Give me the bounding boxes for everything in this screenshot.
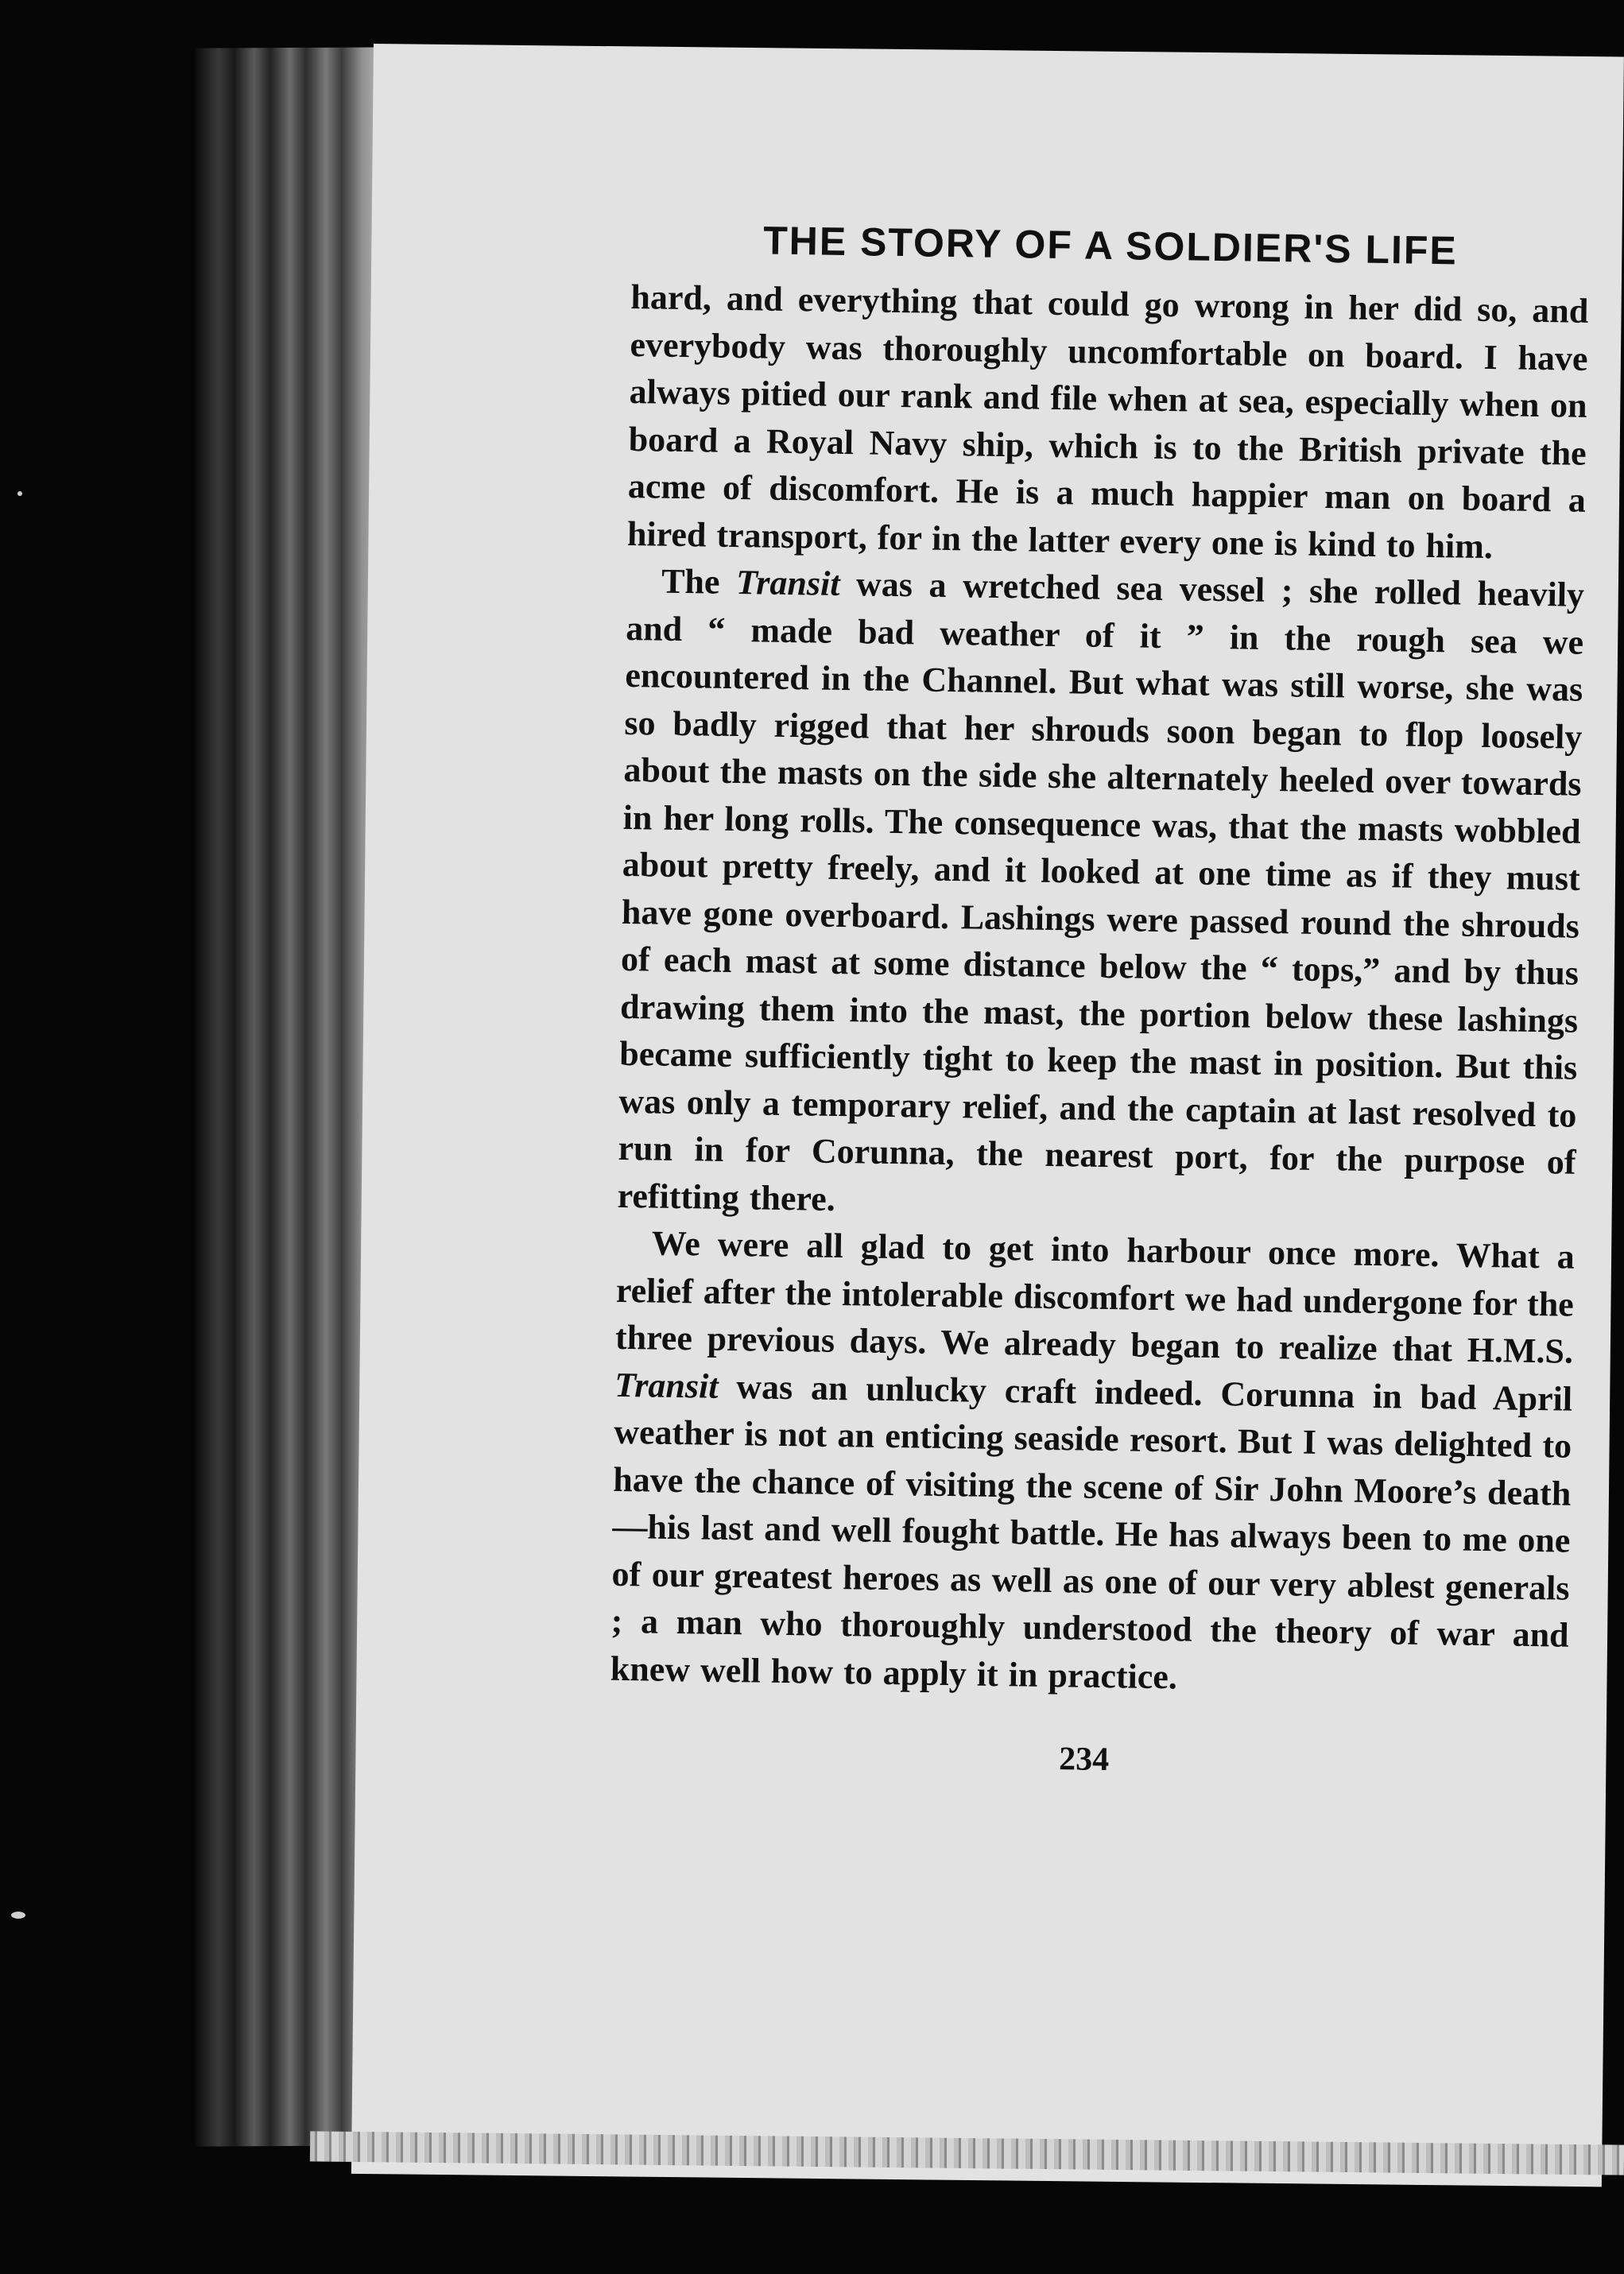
running-head: THE STORY OF A SOLDIER'S LIFE	[762, 218, 1459, 273]
paragraph-corunna: We were all glad to get into harbour once more. What a relief after the intolerable discomfort we had undergone for the three previous days. We already began to realize that H.M.S. Transit was an unlucky craft indeed. Corunna in bad April weather is not an enticing seaside resort. But I was delighted to have the chance of visiting the scene of Sir John Moore’s death—his last and well fought battle. He has always been to me one of our greatest heroes as well as one of our very ablest generals ; a man who thoroughly understood the theory of war and knew well how to apply it in practice.	[610, 1223, 1576, 1696]
page-number: 234	[1058, 1741, 1110, 1779]
paragraph-transit: The Transit was a wretched sea vessel ; she rolled heavily and “ made bad weather of it ” in the rough sea we encountered in the Channel. But what was still worse, she was so badly rigged that her shrouds soon began to flop loosely about the masts on the side she alternately heeled over towards in her long rolls. The consequence was, that the masts wobbled about pretty freely, and it looked at one time as if they must have gone overboard. Lashings were passed round the shrouds of each mast at some distance below the “ tops,” and by thus drawing them into the mast, the portion below these lashings became sufficiently tight to keep the mast in position. But this was only a temporary relief, and the captain at last resolved to run in for Corunna, the nearest port, for the purpose of refitting there.	[617, 561, 1585, 1218]
dust-speck	[17, 491, 22, 496]
dust-speck	[11, 1912, 25, 1919]
page-content	[609, 215, 1590, 1786]
paragraph-continued: hard, and everything that could go wrong in her did so, and everybody was thoroughly uncomfortable on board. I have always pitied our rank and file when at sea, especially when on board a Royal Navy ship, which is to the British private the acme of discomfort. He is a much happier man on board a hired transport, for in the latter every one is kind to him.	[626, 277, 1589, 566]
